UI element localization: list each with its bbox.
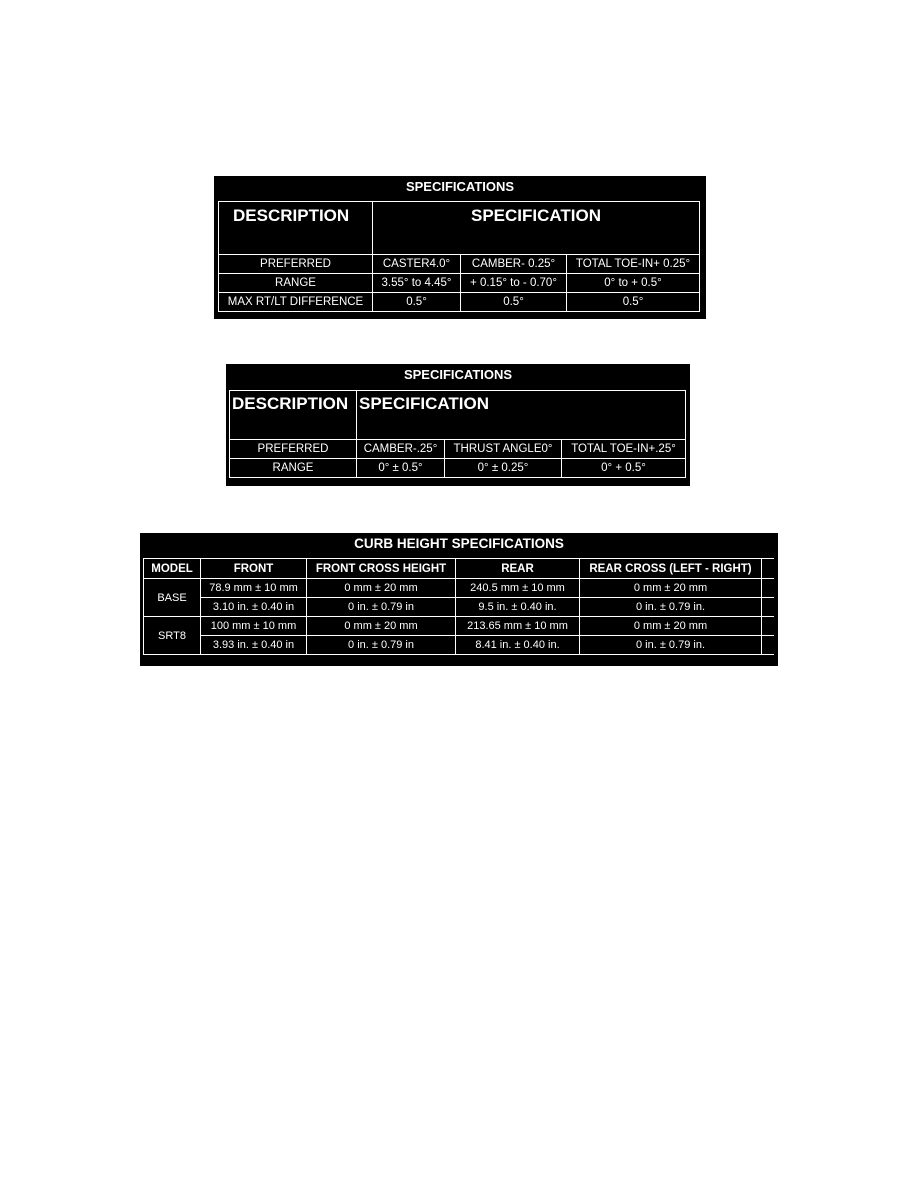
specification-header: SPECIFICATION xyxy=(357,391,686,440)
table-cell: 3.55° to 4.45° xyxy=(373,274,461,293)
table-cell: 0 mm ± 20 mm xyxy=(580,617,762,636)
rear-cross-header: REAR CROSS (LEFT - RIGHT) xyxy=(580,559,762,579)
header-row xyxy=(230,391,686,440)
front-header: FRONT xyxy=(201,559,307,579)
curb-height-specifications-table xyxy=(140,533,778,666)
table-cell: 0° to + 0.5° xyxy=(567,274,700,293)
table-cell: CAMBER- 0.25° xyxy=(461,255,567,274)
table-row xyxy=(230,440,686,459)
table-cell: CASTER4.0° xyxy=(373,255,461,274)
description-header: DESCRIPTION xyxy=(230,391,357,440)
table-cell: 0 in. ± 0.79 in xyxy=(307,636,456,655)
row-label: MAX RT/LT DIFFERENCE xyxy=(219,293,373,312)
table-cell: 0° ± 0.25° xyxy=(445,459,562,478)
spec-grid xyxy=(218,201,700,312)
front-cross-header: FRONT CROSS HEIGHT xyxy=(307,559,456,579)
table-cell: 9.5 in. ± 0.40 in. xyxy=(456,598,580,617)
table-row xyxy=(219,255,700,274)
table-cell: 78.9 mm ± 10 mm xyxy=(201,579,307,598)
row-label: PREFERRED xyxy=(219,255,373,274)
table-cell: + 0.15° to - 0.70° xyxy=(461,274,567,293)
table-cell: 0 mm ± 20 mm xyxy=(307,617,456,636)
model-cell: BASE xyxy=(144,579,201,617)
table-cell: 0 in. ± 0.79 in xyxy=(307,598,456,617)
rear-alignment-specifications-table xyxy=(226,364,690,486)
table-cell: 0 in. ± 0.79 in. xyxy=(580,598,762,617)
spacer-cell xyxy=(762,617,774,636)
spacer-cell xyxy=(762,559,774,579)
header-row xyxy=(219,202,700,255)
table-title: SPECIFICATIONS xyxy=(403,367,513,382)
table-row xyxy=(144,636,774,655)
table-cell: 0 mm ± 20 mm xyxy=(580,579,762,598)
table-cell: 0 mm ± 20 mm xyxy=(307,579,456,598)
model-cell: SRT8 xyxy=(144,617,201,655)
spacer-cell xyxy=(762,598,774,617)
curb-height-grid xyxy=(143,558,774,655)
table-cell: TOTAL TOE-IN+.25° xyxy=(562,440,686,459)
spacer-cell xyxy=(762,636,774,655)
description-header: DESCRIPTION xyxy=(219,202,373,255)
model-header: MODEL xyxy=(144,559,201,579)
table-row xyxy=(219,274,700,293)
table-cell: 0.5° xyxy=(373,293,461,312)
wheel-alignment-specifications-table xyxy=(214,176,706,319)
row-label: RANGE xyxy=(219,274,373,293)
table-cell: 240.5 mm ± 10 mm xyxy=(456,579,580,598)
table-cell: 0.5° xyxy=(567,293,700,312)
table-cell: 100 mm ± 10 mm xyxy=(201,617,307,636)
table-cell: 0.5° xyxy=(461,293,567,312)
table-cell: 8.41 in. ± 0.40 in. xyxy=(456,636,580,655)
row-label: RANGE xyxy=(230,459,357,478)
table-row xyxy=(219,293,700,312)
table-row xyxy=(144,579,774,598)
table-cell: CAMBER-.25° xyxy=(357,440,445,459)
specification-header: SPECIFICATION xyxy=(373,202,700,255)
table-title: CURB HEIGHT SPECIFICATIONS xyxy=(354,536,564,551)
row-label: PREFERRED xyxy=(230,440,357,459)
table-cell: 0° + 0.5° xyxy=(562,459,686,478)
spec-grid xyxy=(229,390,686,478)
table-row xyxy=(144,617,774,636)
rear-header: REAR xyxy=(456,559,580,579)
table-cell: 3.93 in. ± 0.40 in xyxy=(201,636,307,655)
table-row xyxy=(144,598,774,617)
header-row xyxy=(144,559,774,579)
table-row xyxy=(230,459,686,478)
table-title: SPECIFICATIONS xyxy=(405,179,515,194)
table-cell: 0° ± 0.5° xyxy=(357,459,445,478)
table-cell: 3.10 in. ± 0.40 in xyxy=(201,598,307,617)
spacer-cell xyxy=(762,579,774,598)
table-cell: 213.65 mm ± 10 mm xyxy=(456,617,580,636)
table-cell: THRUST ANGLE0° xyxy=(445,440,562,459)
table-cell: TOTAL TOE-IN+ 0.25° xyxy=(567,255,700,274)
table-cell: 0 in. ± 0.79 in. xyxy=(580,636,762,655)
